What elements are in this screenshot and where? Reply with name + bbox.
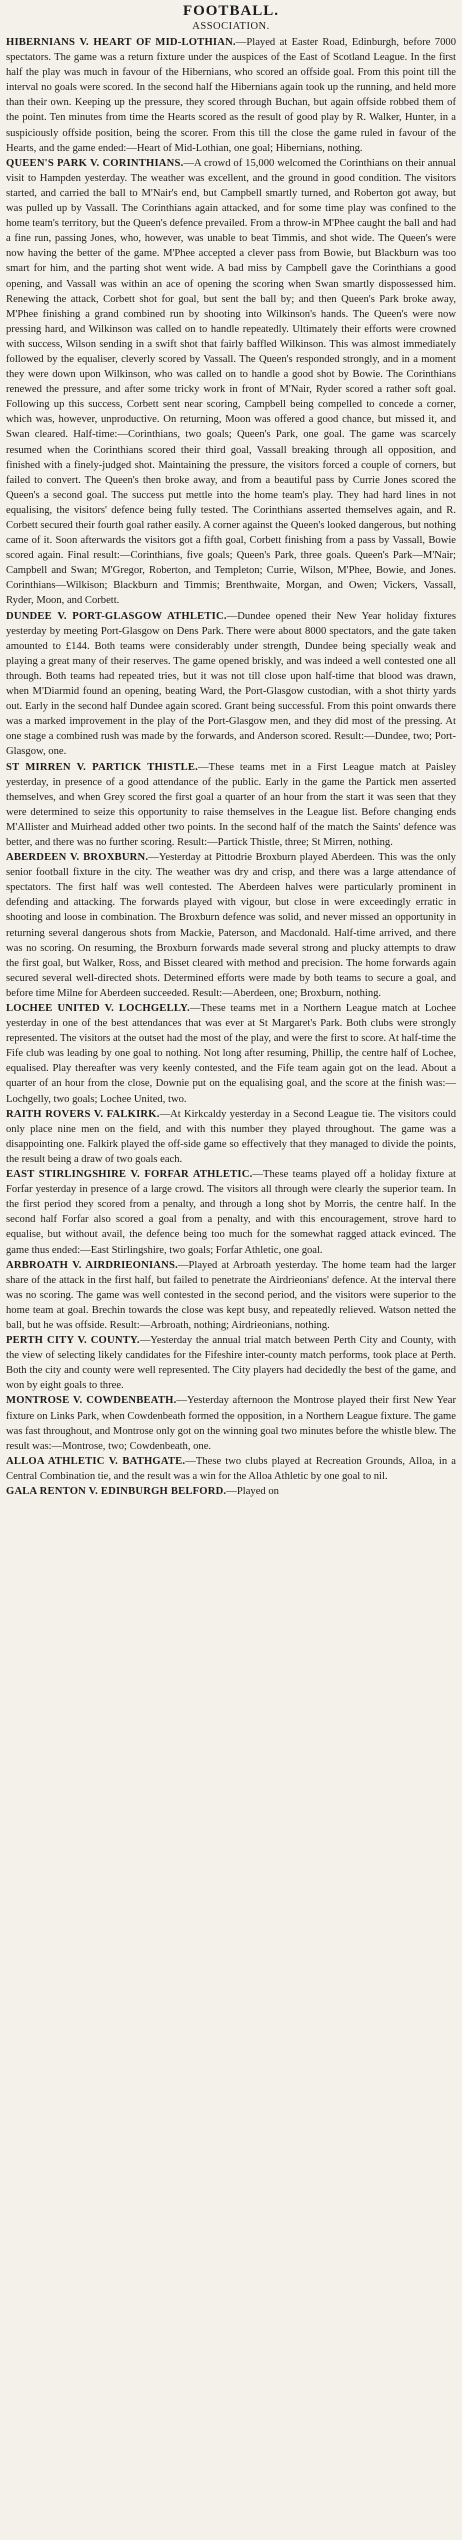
match-heading: MONTROSE V. COWDENBEATH. (6, 1395, 177, 1407)
match-report (6, 850, 456, 1001)
match-report (6, 1393, 456, 1453)
match-text: —At Kirkcaldy yesterday in a Second League tie. The visitors could only place nine men on the field, and with this number they played throughout. The game was a disappointing one. Falkirk played the off-side game so effectively that they managed to divide the points, the result being a draw of two goals each. (6, 1108, 457, 1165)
match-report (6, 35, 456, 156)
match-heading: HIBERNIANS V. HEART OF MID-LOTHIAN. (6, 37, 236, 48)
match-text: —Dundee opened their New Year holiday fixtures yesterday by meeting Port-Glasgow on Dens Park. There were about 8000 spectators, and the gate taken amounted to £144. Both teams were considerably under strength, Dundee being specially weak and playing a great many of their reserves. The game opened briskly, and was indeed a well contested one all through. Both teams had repeated tries, but it was not till close upon half-time that blood was drawn, when M'Diarmid found an opening, beating Ward, the Port-Glasgow custodian, with a shot thirty yards out. Early in the second half Dundee again scored. Grant being successful. From this point onwards there was a marked improvement in the play of the Port-Glasgow men, and they did most of the pressing. At one stage a combined rush was made by the forwards, and Anderson scored. Result:—Dundee, two; Port-Glasgow, one. (6, 610, 457, 758)
match-text: —Played at Arbroath yesterday. The home team had the larger share of the attack in the first half, but failed to penetrate the Airdrieonians' defence. At the interval there was no scoring. The game was well contested in the second period, and the visitors were superior to the home team at goal. Brechin towards the close was kept busy, and repeatedly relieved. Watson netted the ball, but he was offside. Result:—Arbroath, nothing; Airdrieonians, nothing. (6, 1259, 456, 1331)
match-report (6, 760, 456, 851)
section-heading: ASSOCIATION. (192, 21, 270, 32)
match-report (6, 1107, 456, 1167)
match-heading: RAITH ROVERS V. FALKIRK. (6, 1108, 160, 1120)
match-heading: ALLOA ATHLETIC V. BATHGATE. (6, 1455, 186, 1467)
match-report (6, 1258, 456, 1333)
match-text: —A crowd of 15,000 welcomed the Corinthians on their annual visit to Hampden yesterday. The weather was excellent, and the ground in good condition. The visitors started, and carried the ball to M'Nair's end, but Campbell smartly turned, and Roberton got away, but was pulled up by Vassall. The Corinthians again attacked, and for some time play was confined to the home team's territory, but the Queen's defence prevailed. From a throw-in M'Phee caught the ball and had a fine run, passing Jones, who, however, was unable to beat Timmis, and shot wide. The Queen's were now having the better of the game. M'Phee accepted a clever pass from Bowie, but Blackburn was too smart for him, and the parting shot went wide. A bad miss by Campbell gave the Corinthians a good opening, and Vassall was within an ace of opening the scoring when Swan smartly dispossessed him. Renewing the attack, Corbett shot for goal, but sent the ball by; and then Queen's Park broke away, M'Phee finishing a grand combined run by shooting into Wilkinson's hands. The Queen's were now pressing hard, and Wilkinson was called on to handle repeatedly. Ultimately their efforts were crowned with success, Wilson sending in a swift shot that fairly baffled Wilkinson. This was almost immediately followed by the equaliser, cleverly scored by Vassall. The Queen's responded strongly, and in a moment they were down upon Wilkinson, who was called on to handle a good shot by Bowie. The Corinthians renewed the pressure, and after some tricky work in front of M'Nair, Ryder scored a rather soft goal. Following up this success, Corbett sent near scoring, Campbell being compelled to concede a corner, which was, however, unproductive. On returning, Moon was offered a good chance, but missed it, and Swan cleared. Half-time:—Corinthians, two goals; Queen's Park, one goal. The game was scarcely resumed when the Corinthians scored their third goal, Vassall breaking through all opposition, and finished with a finely-judged shot. Maintaining the pressure, the visitors forced a couple of corners, but failed to convert. The Queen's then broke away, and from a beautiful pass by Currie Jones scored the Queen's a second goal. The success put mettle into the home team's play. They had hard lines in not equalising, the visitors' defence being fully tested. The Corinthians asserted themselves again, and R. Corbett secured their fourth goal rather easily. A corner against the Queen's looked dangerous, but nothing came of it. Soon afterwards the visitors got a fifth goal, Corbett finishing from a pass by Vassall, Bowie scored again. Final result:—Corinthians, five goals; Queen's Park, three goals. Queen's Park—M'Nair; Campbell and Swan; M'Gregor, Roberton, and Templeton; Currie, Wilson, M'Phee, Bowie, and Jones. Corinthians—Wilkison; Blackburn and Timmis; Brenthwaite, Morgan, and Owen; Vickers, Vassall, Ryder, Moon, and Corbett. (6, 157, 456, 607)
match-text: —These two clubs played at Recreation Grounds, Alloa, in a Central Combination tie, and the result was a win for the Alloa Athletic by one goal to nil. (6, 1455, 456, 1482)
match-heading: LOCHEE UNITED V. LOCHGELLY. (6, 1003, 190, 1014)
match-heading: GALA RENTON V. EDINBURGH BELFORD. (6, 1486, 227, 1497)
match-text: —Played at Easter Road, Edinburgh, before 7000 spectators. The game was a return fixture under the auspices of the East of Scotland League. In the first half the play was much in favour of the Hibernians, who scored an offside goal. From this point till the interval no goals were scored. In the second half the Hibernians again took up the running, and held more than their own. Keeping up the pressure, they scored through Buchan, but again offside robbed them of the point. Ten minutes from time the Hearts scored as the result of good play by R. Walker, Hunter, in a suspiciously offside position, being the scorer. From this till the close the game ruled in favour of the Hearts, and the game ended:—Heart of Mid-Lothian, one goal; Hibernians, nothing. (6, 37, 456, 154)
match-report (6, 1167, 456, 1258)
match-text: —These teams met in a First League match at Paisley yesterday, in presence of a good attendance of the public. Early in the game the Partick men asserted themselves, and when Grey scored the first goal a quarter of an hour from the start it was seen that they were determined to seize this opportunity to raise themselves in the League list. Before changing ends M'Allister and Muirhead added other two points. In the second half of the match the Saints' defence was better, and there was no further scoring. Result:—Partick Thistle, three; St Mirren, nothing. (6, 761, 456, 848)
match-heading: ABERDEEN V. BROXBURN. (6, 852, 149, 864)
match-heading: ST MIRREN V. PARTICK THISTLE. (6, 761, 199, 773)
match-text: —Yesterday the annual trial match between Perth City and County, with the view of selecting likely candidates for the Fifeshire inter-county match performs, took place at Perth. Both the city and county were well represented. The City players had decidedly the best of the game, and won by eight goals to three. (6, 1335, 457, 1392)
match-heading: DUNDEE V. PORT-GLASGOW ATHLETIC. (6, 610, 227, 622)
match-heading: EAST STIRLINGSHIRE V. FORFAR ATHLETIC. (6, 1169, 253, 1181)
page-title: FOOTBALL. (182, 3, 280, 19)
match-text: —These teams met in a Northern League match at Lochee yesterday in one of the best attendances that was ever at St Margaret's Park. Both clubs were strongly represented. The visitors at the outset had the most of the play, and were the first to score. At half-time the Fife club was leading by one goal to nothing. Not long after resuming, Phillip, the centre half of Lochee, equalised. Play thereafter was very keenly contested, and the Fife team again got on the lead. About a quarter of an hour from the close, Downie put on the equalising goal, and the score at the finish was:—Lochgelly, two goals; Lochee United, two. (6, 1003, 456, 1105)
match-text: —Yesterday afternoon the Montrose played their first New Year fixture on Links Park, when Cowdenbeath formed the opposition, in a Northern League fixture. The game was fast throughout, and Montrose only got on the winning goal two minutes before the whistle blew. The result was:—Montrose, two; Cowdenbeath, one. (6, 1395, 456, 1452)
match-report (6, 1333, 456, 1393)
match-heading: ARBROATH V. AIRDRIEONIANS. (6, 1259, 178, 1271)
match-text: —Yesterday at Pittodrie Broxburn played Aberdeen. This was the only senior football fixture in the city. The weather was dry and crisp, and there was a large attendance of spectators. The first half was well contested. The Aberdeen halves were particularly prominent in defending and attacking. The forwards played with vigour, but close in were exceedingly erratic in shooting and loose in combination. The Broxburn defence was solid, and never missed an opportunity in returning several dangerous shots from Mackie, Paterson, and Macdonald. Half-time arrived, and there was no scoring. On resuming, the Broxburn forwards made several strong and plucky attempts to draw the first goal, but Walker, Ross, and Bisset cleared with method and precision. The home forwards again secured several well-directed shots. Determined efforts were made by both teams to secure a goal, and before time Milne for Aberdeen succeeded. Result:—Aberdeen, one; Broxburn, nothing. (6, 852, 456, 999)
match-text: —Played on (226, 1486, 279, 1497)
match-report (6, 156, 456, 609)
match-heading: PERTH CITY V. COUNTY. (6, 1335, 140, 1347)
match-report (6, 1484, 456, 1499)
match-heading: QUEEN'S PARK V. CORINTHIANS. (6, 157, 184, 169)
match-report (6, 1454, 456, 1484)
match-report (6, 609, 456, 760)
match-text: —These teams played off a holiday fixture at Forfar yesterday in presence of a large crowd. The visitors all through were clearly the superior team. In the first period they scored from a penalty, and through a long shot by Morris, the centre half. In the second half Forfar also scored a goal from a penalty, and with this encouragement, strove hard to equalise, but without avail, the defence being too much for the somewhat ragged attack evinced. The game thus ended:—East Stirlingshire, two goals; Forfar Athletic, one goal. (6, 1169, 456, 1256)
match-report (6, 1001, 456, 1107)
